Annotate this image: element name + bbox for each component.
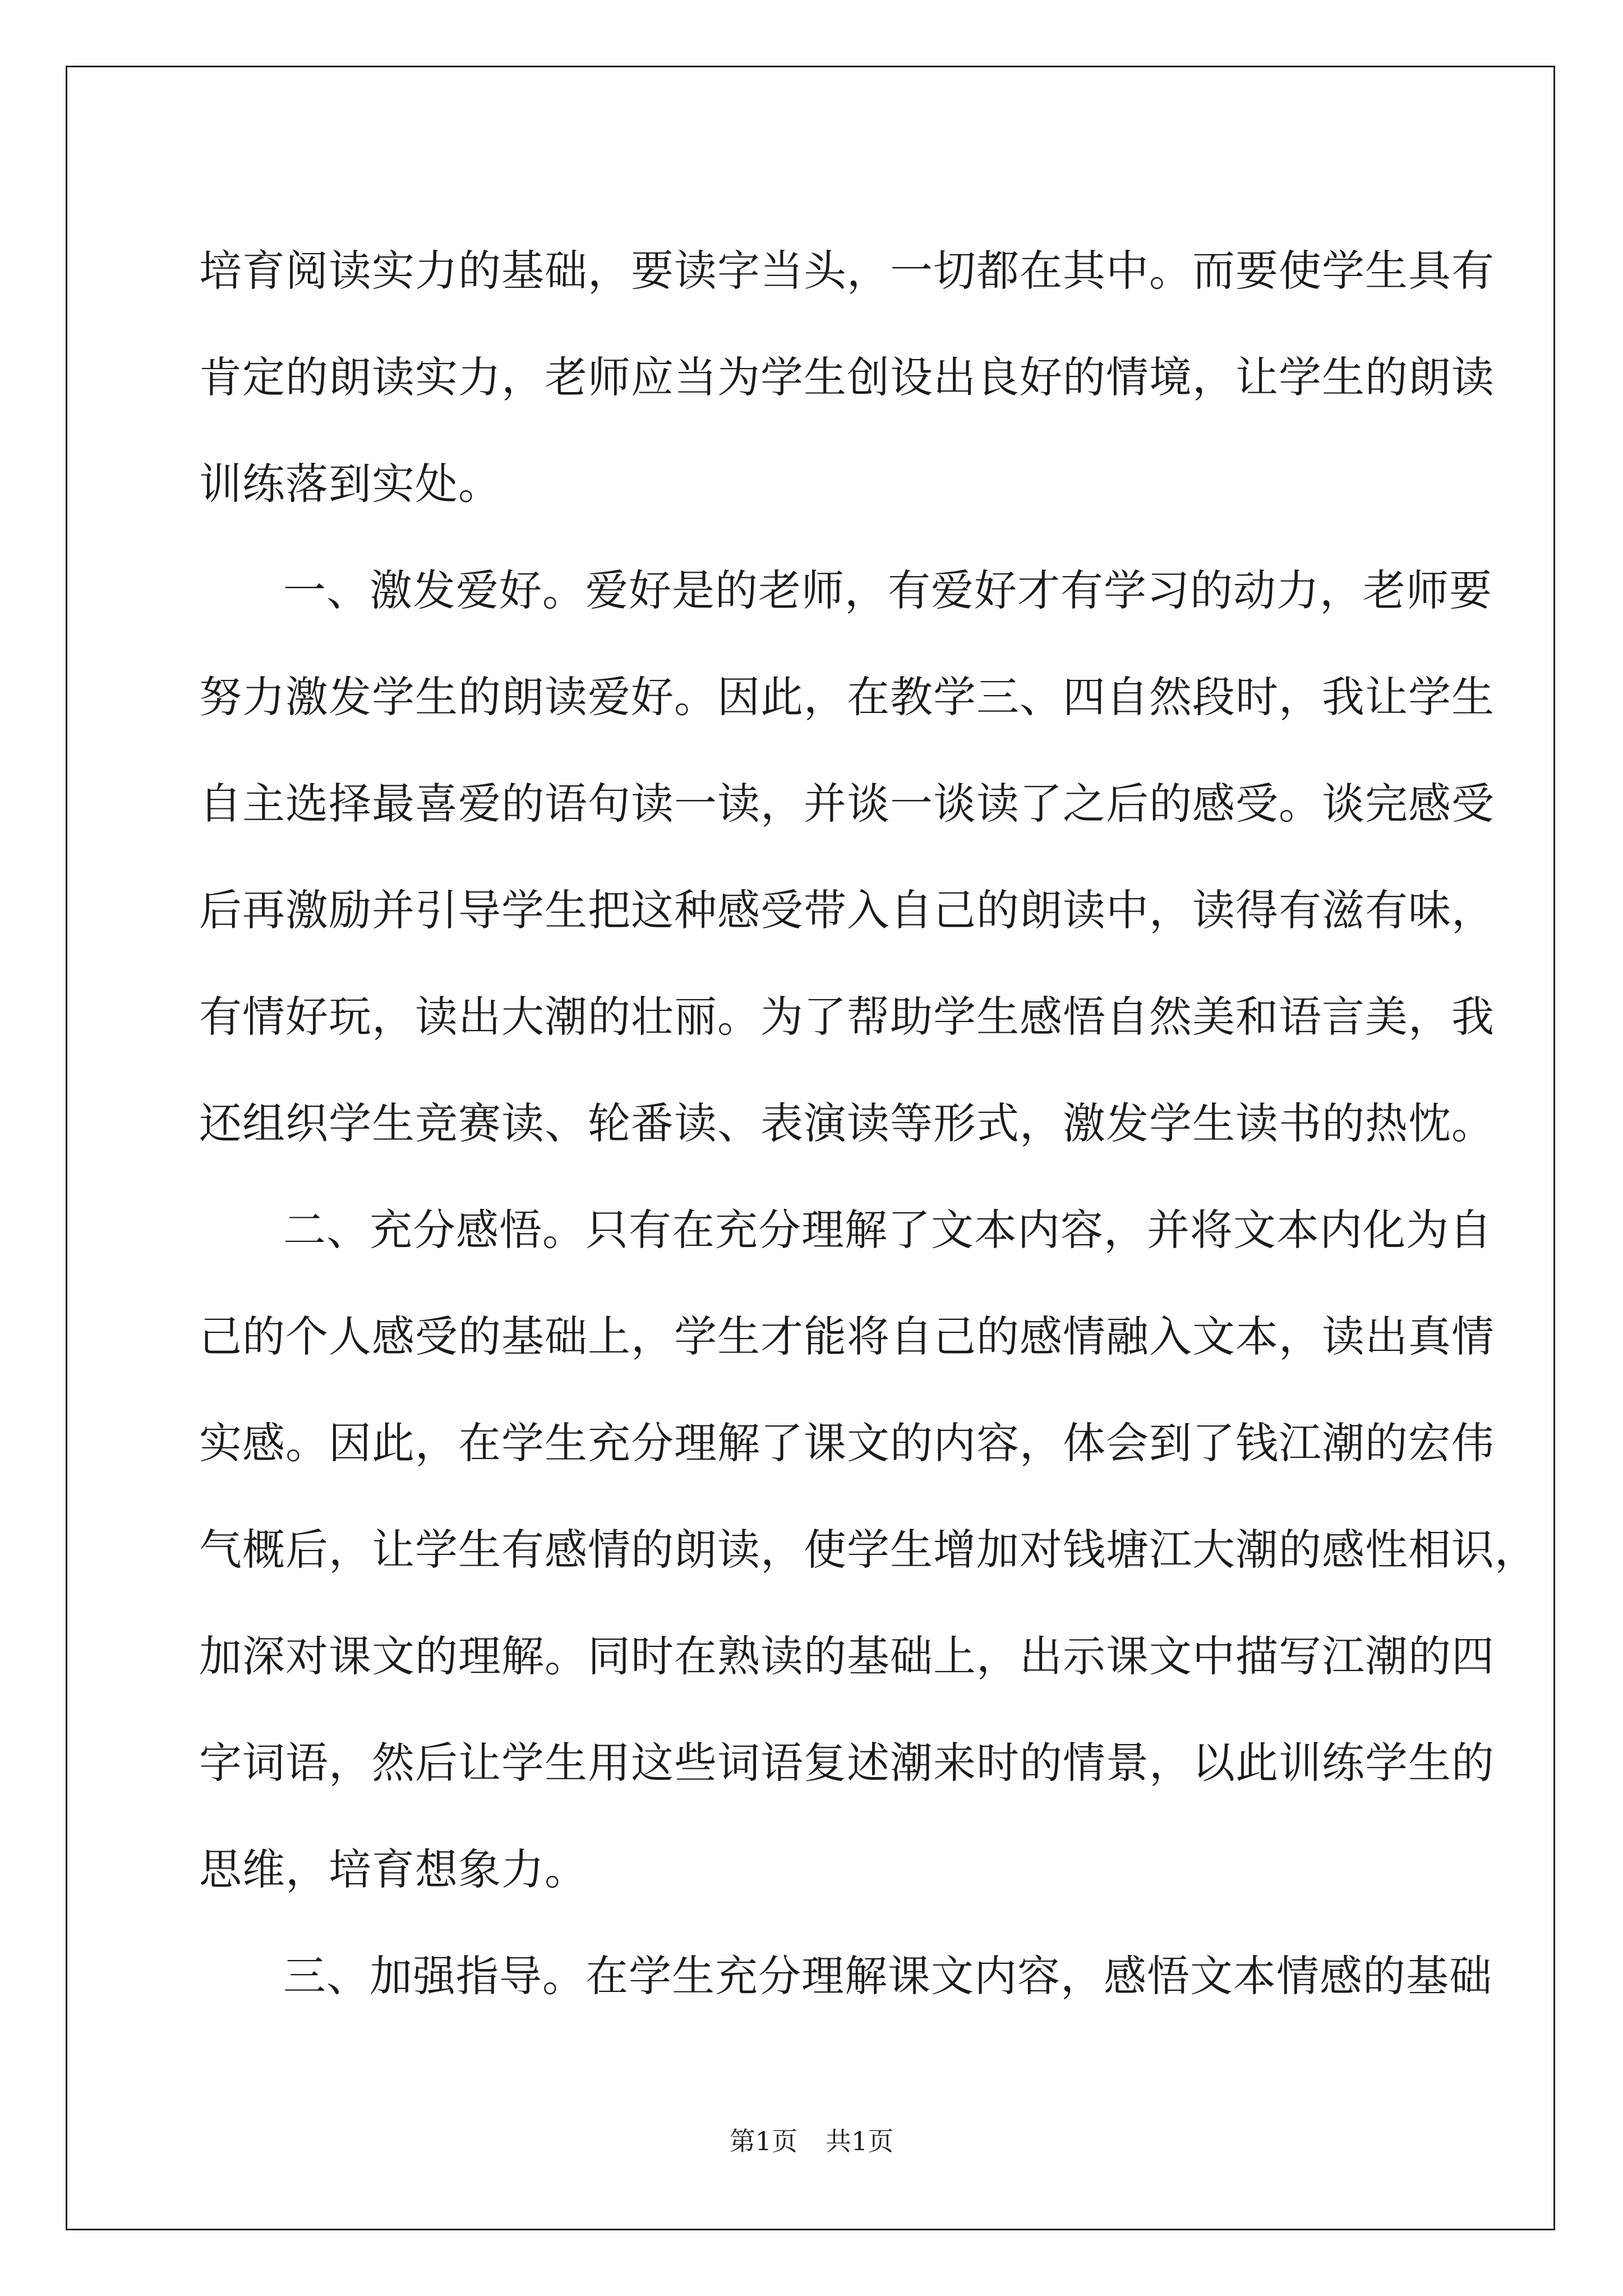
text-line: 气概后，让学生有感情的朗读，使学生增加对钱塘江大潮的感性相识， xyxy=(199,1525,1538,1575)
text-line: 自主选择最喜爱的语句读一读，并谈一谈读了之后的感受。谈完感受 xyxy=(199,779,1495,829)
text-line: 培育阅读实力的基础，要读字当头，一切都在其中。而要使学生具有 xyxy=(199,246,1495,296)
text-line: 后再激励并引导学生把这种感受带入自己的朗读中，读得有滋有味， xyxy=(199,885,1495,935)
text-line: 有情好玩，读出大潮的壮丽。为了帮助学生感悟自然美和语言美，我 xyxy=(199,992,1495,1042)
text-line: 训练落到实处。 xyxy=(199,459,501,509)
text-line: 实感。因此，在学生充分理解了课文的内容，体会到了钱江潮的宏伟 xyxy=(199,1418,1495,1468)
page-number-total: 共1页 xyxy=(826,2126,894,2156)
text-line: 己的个人感受的基础上，学生才能将自己的感情融入文本，读出真情 xyxy=(199,1312,1495,1361)
paragraph-heading-line: 二、充分感悟。只有在充分理解了文本内容，并将文本内化为自 xyxy=(283,1205,1492,1255)
paragraph-heading-line: 三、加强指导。在学生充分理解课文内容，感悟文本情感的基础 xyxy=(283,1951,1492,2001)
text-line: 加深对课文的理解。同时在熟读的基础上，出示课文中描写江潮的四 xyxy=(199,1631,1495,1681)
text-line: 努力激发学生的朗读爱好。因此，在教学三、四自然段时，我让学生 xyxy=(199,672,1495,722)
page-number-current: 第1页 xyxy=(729,2126,797,2156)
document-body xyxy=(199,218,1538,2030)
paragraph-heading-line: 一、激发爱好。爱好是的老师，有爱好才有学习的动力，老师要 xyxy=(283,565,1492,615)
text-line: 肯定的朗读实力，老师应当为学生创设出良好的情境，让学生的朗读 xyxy=(199,352,1495,402)
text-line: 思维，培育想象力。 xyxy=(199,1844,588,1894)
text-line: 字词语，然后让学生用这些词语复述潮来时的情景，以此训练学生的 xyxy=(199,1738,1495,1788)
page-footer xyxy=(0,2124,1623,2158)
text-line: 还组织学生竞赛读、轮番读、表演读等形式，激发学生读书的热忱。 xyxy=(199,1098,1495,1148)
